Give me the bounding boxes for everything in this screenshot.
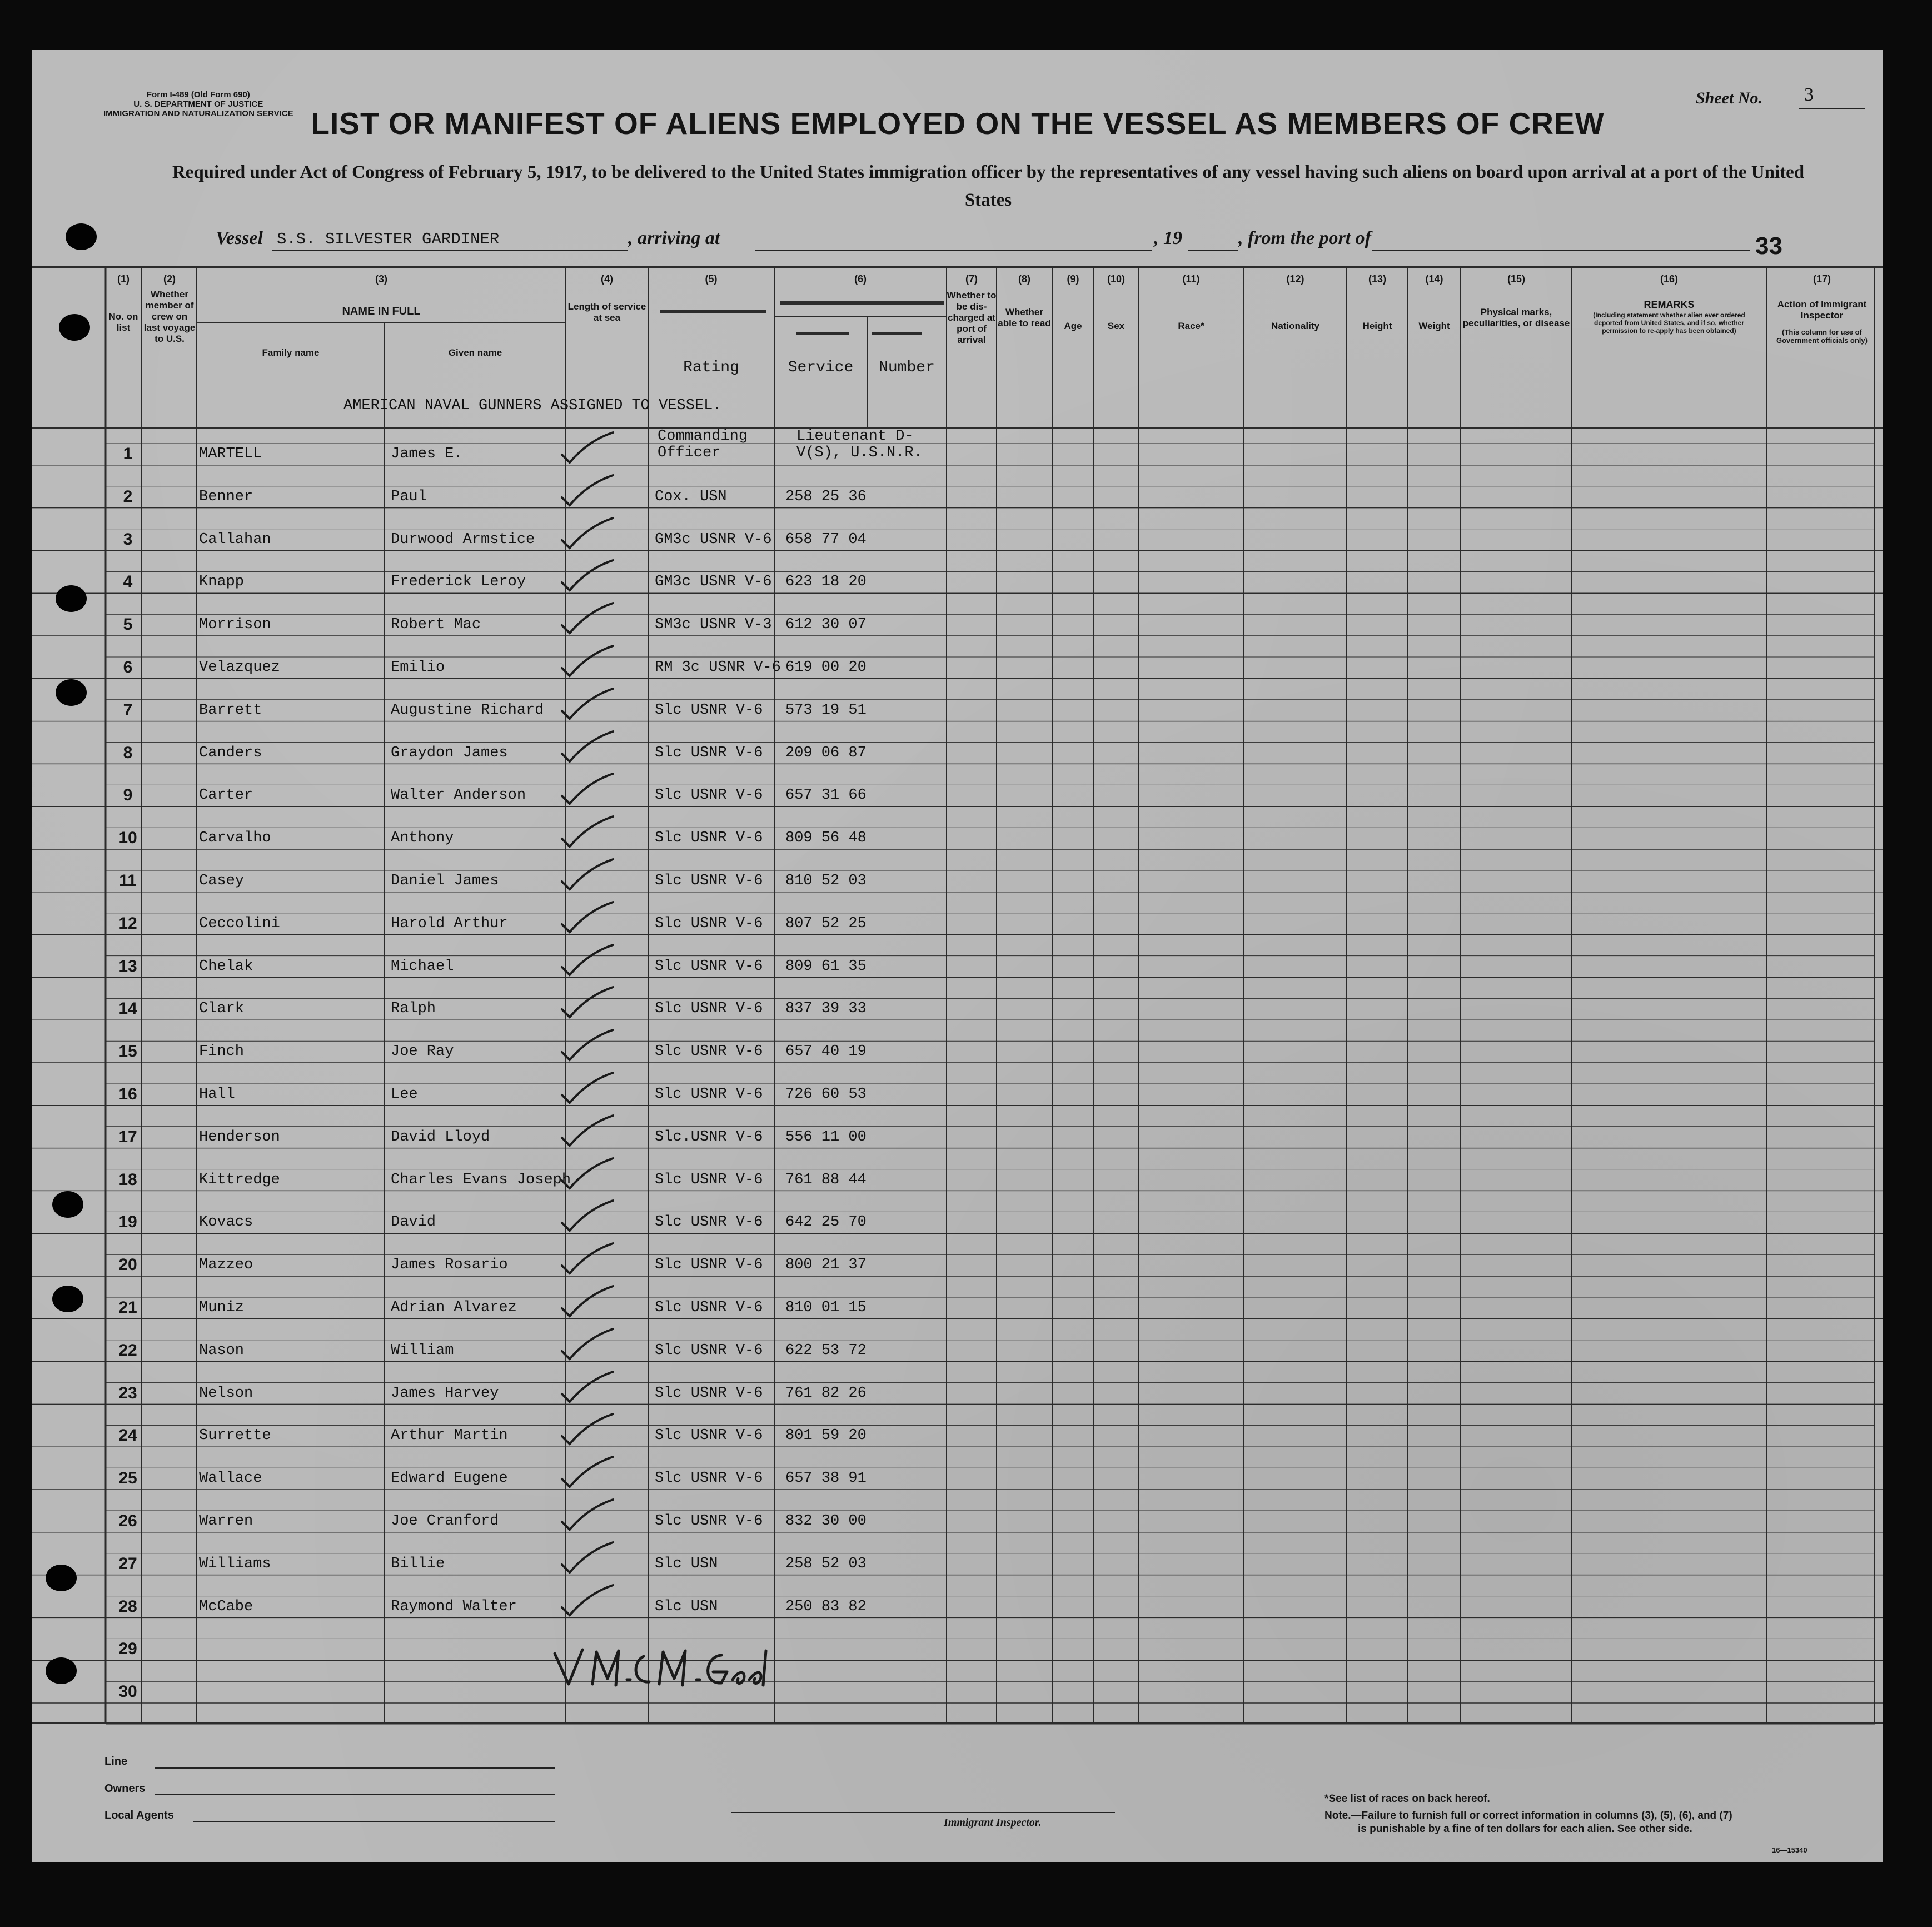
check-mark-icon <box>557 1452 619 1491</box>
given-name: Adrian Alvarez <box>391 1299 517 1316</box>
service-number: Lieutenant D-V(S), U.S.N.R. <box>796 428 923 461</box>
family-name: MARTELL <box>199 446 262 462</box>
service-number: 832 30 00 <box>785 1513 867 1530</box>
col16-header: REMARKS <box>1644 299 1695 310</box>
rating: Slc USNR V-6 <box>655 830 763 847</box>
rating: Slc USNR V-6 <box>655 1000 763 1018</box>
row-number: 17 <box>118 1127 137 1146</box>
penalty-note-2: is punishable by a fine of ten dollars for each alien. See other side. <box>1358 1823 1692 1835</box>
row-number: 2 <box>123 487 133 506</box>
col5-header: Rating <box>683 359 739 376</box>
check-mark-icon <box>557 556 619 595</box>
rating: SM3c USNR V-3 <box>655 616 772 634</box>
col3-given-header: Given name <box>448 347 502 358</box>
check-mark-icon <box>557 1239 619 1278</box>
given-name: Emilio <box>391 659 445 676</box>
handwritten-signature <box>544 1640 821 1701</box>
service-number: 801 59 20 <box>785 1427 867 1445</box>
given-name: Joe Ray <box>391 1043 454 1060</box>
rating: Slc USNR V-6 <box>655 958 763 975</box>
check-mark-icon <box>557 428 619 467</box>
service-number: 612 30 07 <box>785 616 867 634</box>
rating: Slc.USNR V-6 <box>655 1128 763 1146</box>
family-name: Barrett <box>199 701 262 719</box>
punch-hole <box>66 223 97 250</box>
rating: GM3c USNR V-6 <box>655 531 772 548</box>
sheet-number-value: 3 <box>1804 84 1814 105</box>
punch-hole <box>56 679 87 706</box>
service-number: 250 83 82 <box>785 1598 867 1615</box>
family-name: Hall <box>199 1086 235 1103</box>
check-mark-icon <box>557 684 619 723</box>
arriving-label: , arriving at <box>628 228 720 248</box>
rating: Slc USNR V-6 <box>655 1342 763 1359</box>
col7-header: Whether to be dis-charged at port of arrival <box>947 290 997 345</box>
row-number: 25 <box>118 1469 137 1488</box>
check-mark-icon <box>557 1581 619 1620</box>
col14-header: Weight <box>1418 321 1450 331</box>
service-number: 556 11 00 <box>785 1128 867 1146</box>
form-number: Form I-489 (Old Form 690) <box>146 90 250 99</box>
rating: Slc USNR V-6 <box>655 1427 763 1445</box>
col6-service-header: Service <box>788 359 854 376</box>
family-name: Kittredge <box>199 1171 280 1188</box>
given-name: Lee <box>391 1086 418 1103</box>
rating: Slc USNR V-6 <box>655 1214 763 1231</box>
row-number: 3 <box>123 530 133 549</box>
family-name: Morrison <box>199 616 271 634</box>
col6-number: (6) <box>854 273 867 285</box>
col17-number: (17) <box>1813 273 1831 285</box>
family-name: Clark <box>199 1000 245 1018</box>
col6-number-header: Number <box>879 359 935 376</box>
col15-header: Physical marks, peculiarities, or disease <box>1462 307 1570 328</box>
row-number: 19 <box>118 1213 137 1232</box>
check-mark-icon <box>557 1538 619 1577</box>
races-note: *See list of races on back hereof. <box>1324 1793 1490 1805</box>
col2-number: (2) <box>163 273 176 285</box>
rating: Slc USN <box>655 1598 718 1615</box>
rating: GM3c USNR V-6 <box>655 574 772 591</box>
row-number: 9 <box>123 786 133 805</box>
row-number: 13 <box>118 957 137 975</box>
family-name: Warren <box>199 1513 253 1530</box>
check-mark-icon <box>557 1324 619 1363</box>
row-number: 24 <box>118 1426 137 1445</box>
punch-hole <box>52 1191 83 1218</box>
service-number: 619 00 20 <box>785 659 867 676</box>
col12-number: (12) <box>1286 273 1304 285</box>
given-name: Daniel James <box>391 873 499 889</box>
col3-number: (3) <box>375 273 387 285</box>
given-name: Durwood Armstice <box>391 531 535 548</box>
print-code: 16—15340 <box>1772 1846 1807 1854</box>
service-number: 623 18 20 <box>785 574 867 591</box>
page-subtitle: Required under Act of Congress of February 5, 1917, to be delivered to the United States immigration officer by the representatives of any vessel having such aliens on board upon arrival at a port of the United States <box>172 162 1805 210</box>
col9-header: Age <box>1064 321 1082 331</box>
line-label: Line <box>104 1755 128 1767</box>
service-number: 800 21 37 <box>785 1257 867 1274</box>
given-name: Anthony <box>391 830 454 847</box>
check-mark-icon <box>557 1025 619 1064</box>
inspector-label: Immigrant Inspector. <box>944 1816 1042 1829</box>
rating: Slc USNR V-6 <box>655 1385 763 1402</box>
sheet-number-label: Sheet No. <box>1696 89 1762 107</box>
vessel-label: Vessel <box>216 228 263 248</box>
family-name: Knapp <box>199 574 245 591</box>
service-number: 209 06 87 <box>785 744 867 761</box>
col8-number: (8) <box>1018 273 1030 285</box>
check-mark-icon <box>557 727 619 766</box>
check-mark-icon <box>557 1111 619 1150</box>
check-mark-icon <box>557 1367 619 1406</box>
check-mark-icon <box>557 855 619 894</box>
inspector-underline <box>731 1812 1115 1813</box>
service-number: 573 19 51 <box>785 701 867 719</box>
check-mark-icon <box>557 1196 619 1235</box>
given-name: Frederick Leroy <box>391 574 526 591</box>
check-mark-icon <box>557 1068 619 1107</box>
col5-number: (5) <box>705 273 718 285</box>
service-number: 761 82 26 <box>785 1385 867 1402</box>
given-name: Edward Eugene <box>391 1470 508 1487</box>
rating: Slc USNR V-6 <box>655 1086 763 1103</box>
family-name: Casey <box>199 873 245 889</box>
check-mark-icon <box>557 812 619 851</box>
row-number: 28 <box>118 1597 137 1616</box>
family-name: Williams <box>199 1555 271 1572</box>
service-number: 657 40 19 <box>785 1043 867 1060</box>
row-number: 18 <box>118 1170 137 1189</box>
col13-number: (13) <box>1368 273 1386 285</box>
agents-underline <box>193 1821 555 1822</box>
check-mark-icon <box>557 769 619 808</box>
given-name: Raymond Walter <box>391 1598 517 1615</box>
col10-header: Sex <box>1107 321 1125 331</box>
col1-number: (1) <box>117 273 130 285</box>
port-label: , from the port of <box>1238 228 1371 248</box>
service-number: 810 01 15 <box>785 1299 867 1316</box>
family-name: Wallace <box>199 1470 262 1487</box>
given-name: Michael <box>391 958 454 975</box>
vessel-name: S.S. SILVESTER GARDINER <box>277 230 500 248</box>
check-mark-icon <box>557 898 619 937</box>
col16-subheader: (Including statement whether alien ever ordered deported from United States, and if so, whether permission to re-apply has been obtained) <box>1593 311 1745 335</box>
family-name: McCabe <box>199 1598 253 1615</box>
rating: Slc USNR V-6 <box>655 873 763 889</box>
family-name: Chelak <box>199 958 253 975</box>
col3-header: NAME IN FULL <box>342 305 421 317</box>
rating: Slc USNR V-6 <box>655 1299 763 1316</box>
family-name: Mazzeo <box>199 1257 253 1274</box>
col7-number: (7) <box>965 273 978 285</box>
given-name: Robert Mac <box>391 616 481 634</box>
col13-header: Height <box>1362 321 1392 331</box>
given-name: James Harvey <box>391 1385 499 1402</box>
row-number: 20 <box>118 1256 137 1274</box>
col2-header: Whether member of crew on last voyage to U.S. <box>143 289 196 344</box>
col10-number: (10) <box>1107 273 1125 285</box>
given-name: Billie <box>391 1555 445 1572</box>
check-mark-icon <box>557 1410 619 1448</box>
service-number: 258 25 36 <box>785 488 867 505</box>
punch-hole <box>56 585 87 612</box>
row-number: 30 <box>118 1682 137 1701</box>
col8-header: Whether able to read <box>998 307 1051 328</box>
given-name: Joe Cranford <box>391 1513 499 1530</box>
service-number: 837 39 33 <box>785 1000 867 1018</box>
department-name: U. S. DEPARTMENT OF JUSTICE <box>133 99 263 109</box>
family-name: Ceccolini <box>199 915 280 932</box>
rating: Slc USNR V-6 <box>655 1470 763 1487</box>
service-number: 809 61 35 <box>785 958 867 975</box>
service-number: 726 60 53 <box>785 1086 867 1103</box>
check-mark-icon <box>557 471 619 510</box>
given-name: Paul <box>391 488 427 505</box>
col11-header: Race* <box>1178 321 1204 331</box>
family-name: Henderson <box>199 1128 280 1146</box>
family-name: Muniz <box>199 1299 245 1316</box>
check-mark-icon <box>557 514 619 552</box>
penalty-note-1: Note.—Failure to furnish full or correct information in columns (3), (5), (6), and (7) <box>1324 1810 1732 1821</box>
rating: Slc USNR V-6 <box>655 1257 763 1274</box>
service-number: 807 52 25 <box>785 915 867 932</box>
col11-number: (11) <box>1182 273 1200 285</box>
family-name: Canders <box>199 744 262 761</box>
rating: Slc USNR V-6 <box>655 744 763 761</box>
rating: Slc USNR V-6 <box>655 1171 763 1188</box>
rating: Cox. USN <box>655 488 727 505</box>
given-name: Augustine Richard <box>391 701 544 719</box>
punch-hole <box>46 1657 77 1684</box>
assigned-line: AMERICAN NAVAL GUNNERS ASSIGNED TO VESSEL. <box>343 397 722 414</box>
family-name: Callahan <box>199 531 271 548</box>
manifest-sheet <box>32 50 1883 1862</box>
rating: Slc USNR V-6 <box>655 1043 763 1060</box>
page-title: LIST OR MANIFEST OF ALIENS EMPLOYED ON THE VESSEL AS MEMBERS OF CREW <box>311 106 1605 141</box>
line-underline <box>155 1767 555 1769</box>
col14-number: (14) <box>1425 273 1443 285</box>
family-name: Benner <box>199 488 253 505</box>
row-number: 11 <box>119 872 137 890</box>
rating: RM 3c USNR V-6 <box>655 659 781 676</box>
col1-header: No. on list <box>108 311 138 333</box>
rating: Slc USNR V-6 <box>655 787 763 804</box>
page-number: 33 <box>1755 232 1782 260</box>
service-number: 258 52 03 <box>785 1555 867 1572</box>
row-number: 23 <box>118 1383 137 1402</box>
service-number: 657 38 91 <box>785 1470 867 1487</box>
family-name: Nason <box>199 1342 245 1359</box>
row-number: 22 <box>118 1341 137 1360</box>
check-mark-icon <box>557 641 619 680</box>
col15-number: (15) <box>1507 273 1525 285</box>
given-name: Graydon James <box>391 744 508 761</box>
service-number: 810 52 03 <box>785 873 867 889</box>
rating: Commanding Officer <box>658 428 748 461</box>
service-name: IMMIGRATION AND NATURALIZATION SERVICE <box>103 109 293 118</box>
check-mark-icon <box>557 1154 619 1193</box>
rating: Slc USNR V-6 <box>655 701 763 719</box>
owners-label: Owners <box>104 1782 146 1795</box>
rating: Slc USNR V-6 <box>655 1513 763 1530</box>
owners-underline <box>155 1794 555 1795</box>
check-mark-icon <box>557 1495 619 1534</box>
rating: Slc USNR V-6 <box>655 915 763 932</box>
service-number: 761 88 44 <box>785 1171 867 1188</box>
given-name: William <box>391 1342 454 1359</box>
check-mark-icon <box>557 1282 619 1321</box>
service-number: 622 53 72 <box>785 1342 867 1359</box>
agents-label: Local Agents <box>104 1809 174 1821</box>
row-number: 1 <box>123 445 133 463</box>
row-number: 16 <box>118 1085 137 1103</box>
row-number: 29 <box>118 1640 137 1659</box>
col3-family-header: Family name <box>262 347 320 358</box>
col4-number: (4) <box>601 273 613 285</box>
col4-header: Length of service at sea <box>567 301 646 323</box>
check-mark-icon <box>557 983 619 1022</box>
row-number: 8 <box>123 743 133 762</box>
punch-hole <box>46 1565 77 1591</box>
check-mark-icon <box>557 940 619 979</box>
row-number: 6 <box>123 658 133 676</box>
service-number: 809 56 48 <box>785 830 867 847</box>
punch-hole <box>52 1286 83 1312</box>
punch-hole <box>59 314 90 341</box>
given-name: Arthur Martin <box>391 1427 508 1445</box>
col17-header: Action of Immigrant Inspector <box>1777 299 1867 321</box>
given-name: James Rosario <box>391 1257 508 1274</box>
row-number: 7 <box>123 700 133 719</box>
row-number: 12 <box>118 914 137 933</box>
family-name: Carter <box>199 787 253 804</box>
given-name: David Lloyd <box>391 1128 490 1146</box>
service-number: 658 77 04 <box>785 531 867 548</box>
row-number: 27 <box>118 1554 137 1573</box>
given-name: Harold Arthur <box>391 915 508 932</box>
row-number: 4 <box>123 572 133 591</box>
check-mark-icon <box>557 599 619 638</box>
col17-subheader: (This column for use of Government officials only) <box>1776 328 1868 345</box>
family-name: Velazquez <box>199 659 280 676</box>
row-number: 5 <box>123 615 133 634</box>
family-name: Carvalho <box>199 830 271 847</box>
row-number: 21 <box>118 1298 137 1317</box>
col12-header: Nationality <box>1271 321 1319 331</box>
family-name: Finch <box>199 1043 245 1060</box>
year-label: , 19 <box>1154 228 1182 248</box>
given-name: James E. <box>391 446 463 462</box>
rating: Slc USN <box>655 1555 718 1572</box>
service-number: 642 25 70 <box>785 1214 867 1231</box>
given-name: Walter Anderson <box>391 787 526 804</box>
row-number: 10 <box>118 829 137 848</box>
row-number: 15 <box>118 1042 137 1061</box>
family-name: Surrette <box>199 1427 271 1445</box>
row-number: 26 <box>118 1512 137 1530</box>
given-name: Ralph <box>391 1000 436 1018</box>
col9-number: (9) <box>1067 273 1079 285</box>
col16-number: (16) <box>1660 273 1678 285</box>
family-name: Nelson <box>199 1385 253 1402</box>
given-name: David <box>391 1214 436 1231</box>
service-number: 657 31 66 <box>785 787 867 804</box>
row-number: 14 <box>118 999 137 1018</box>
given-name: Charles Evans Joseph <box>391 1171 571 1188</box>
family-name: Kovacs <box>199 1214 253 1231</box>
